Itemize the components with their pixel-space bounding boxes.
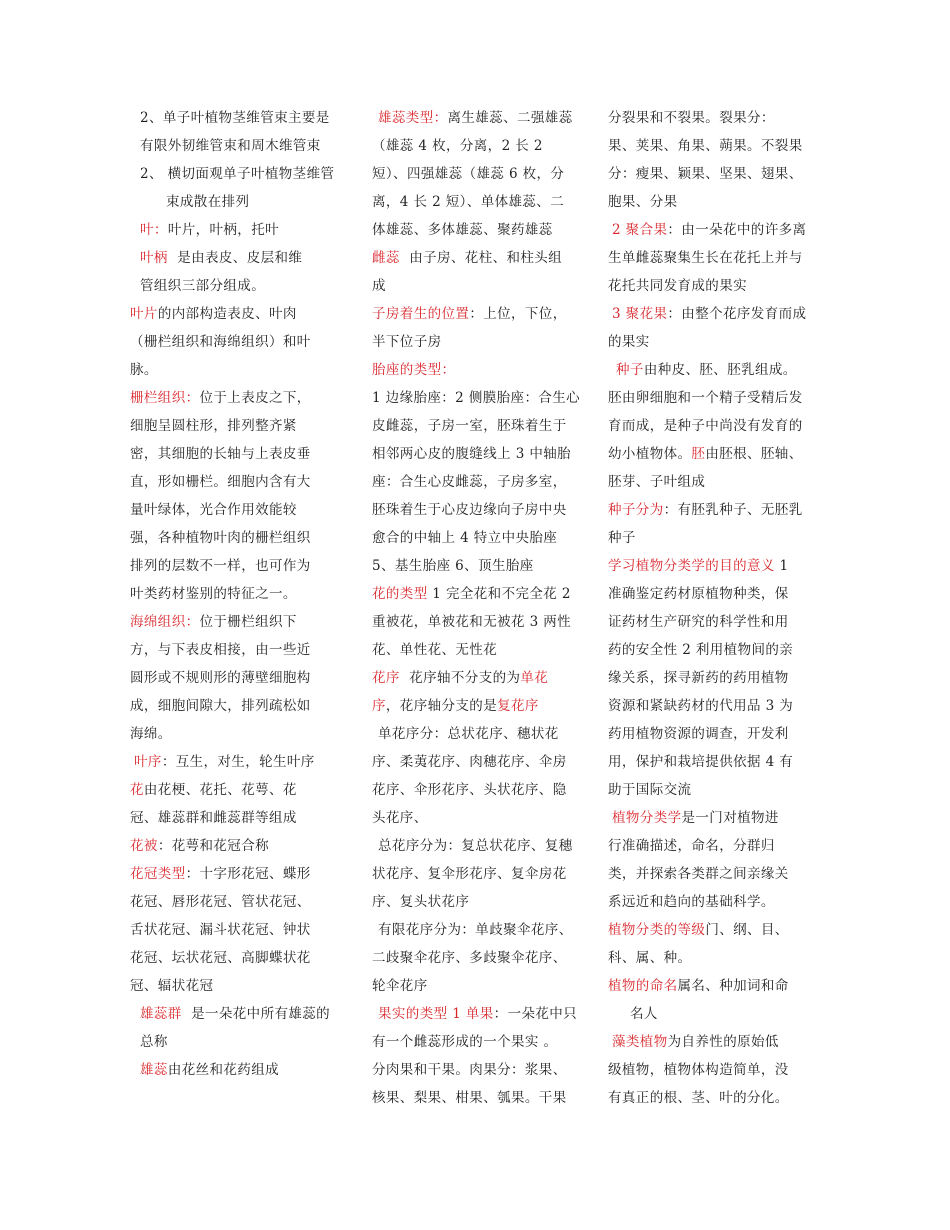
- text-line: 种子由种皮、胚、胚乳组成。: [616, 362, 797, 378]
- text-line: 有限花序分为：单歧聚伞花序、: [378, 922, 573, 938]
- text-line: 药用植物资源的调查，开发利: [608, 726, 789, 742]
- term: 子房着生的位置: [372, 306, 470, 322]
- text-line: 分：瘦果、颖果、坚果、翅果、: [608, 166, 803, 182]
- text-line: 舌状花冠、漏斗状花冠、钟状: [130, 922, 311, 938]
- text-line: 叶片的内部构造表皮、叶肉: [130, 306, 297, 322]
- text-line: 2、 横切面观单子叶植物茎维管: [140, 166, 335, 182]
- text-line: 植物的命名属名、种加词和命: [608, 978, 789, 994]
- text-line: 藻类植物为自养性的原始低: [612, 1034, 779, 1050]
- column-3: [608, 104, 820, 1112]
- text-line: 级植物，植物体构造简单，没: [608, 1062, 789, 1078]
- text-line: 脉。: [130, 362, 158, 378]
- text-line: 序、复头状花序: [372, 894, 470, 910]
- term: 藻类植物: [612, 1034, 668, 1050]
- text-line: 药的安全性 2 利用植物间的亲: [608, 642, 794, 658]
- text-line: 准确鉴定药材原植物种类，保: [608, 586, 789, 602]
- text-line: 序，花序轴分支的是复花序: [372, 698, 539, 714]
- term: 海绵组织：: [130, 614, 200, 630]
- text-line: 海绵组织：位于栅栏组织下: [130, 614, 297, 630]
- text-line: 胚芽、子叶组成: [608, 474, 706, 490]
- text-line: 序、柔荑花序、肉穗花序、伞房: [372, 754, 567, 770]
- text-line: 种子: [608, 530, 636, 546]
- term: 雌蕊: [372, 250, 400, 266]
- text-line: 核果、梨果、柑果、瓠果。干果: [372, 1090, 567, 1106]
- text-line: 种子分为：有胚乳种子、无胚乳: [608, 502, 803, 518]
- text-line: 圆形或不规则形的薄壁细胞构: [130, 670, 311, 686]
- text-line: 冠、辐状花冠: [130, 978, 214, 994]
- text-line: 资源和紧缺药材的代用品 3 为: [608, 698, 794, 714]
- term: 3 聚花果: [612, 306, 668, 322]
- text-line: 密，其细胞的长轴与上表皮垂: [130, 446, 311, 462]
- column-2: [372, 104, 604, 1112]
- text-line: 花由花梗、花托、花萼、花: [130, 782, 297, 798]
- text-line: 成: [372, 278, 386, 294]
- text-line: 花冠类型：十字形花冠、蝶形: [130, 866, 311, 882]
- text-line: 叶序：互生，对生，轮生叶序: [134, 754, 315, 770]
- text-line: 类，并探索各类群之间亲缘关: [608, 866, 789, 882]
- text-line: 花的类型 1 完全花和不完全花 2: [372, 586, 571, 602]
- text-line: 花被：花萼和花冠合称: [130, 838, 270, 854]
- text-line: 植物分类学是一门对植物进: [612, 810, 779, 826]
- text-line: 证药材生产研究的科学性和用: [608, 614, 789, 630]
- text-line: 海绵。: [130, 726, 172, 742]
- text-line: 体雄蕊、多体雄蕊、聚药雄蕊: [372, 222, 553, 238]
- text-line: 栅栏组织：位于上表皮之下，: [130, 390, 311, 406]
- text-line: 花序 花序轴不分支的为单花: [372, 670, 549, 686]
- text-line: 叶类药材鉴别的特征之一。: [130, 586, 297, 602]
- text-line: 叶：叶片，叶柄，托叶: [140, 222, 280, 238]
- text-line: 雄蕊群 是一朵花中所有雄蕊的: [140, 1006, 331, 1022]
- term: 花序: [372, 670, 400, 686]
- term: 2 聚合果: [612, 222, 668, 238]
- text-line: 状花序、复伞形花序、复伞房花: [372, 866, 567, 882]
- term: 植物分类的等级: [608, 922, 706, 938]
- text-line: 植物分类的等级门、纲、目、: [608, 922, 789, 938]
- text-line: 胞果、分果: [608, 194, 678, 210]
- term: 种子: [616, 362, 644, 378]
- text-line: 总花序分为：复总状花序、复穗: [378, 838, 573, 854]
- text-line: 雌蕊 由子房、花柱、和柱头组: [372, 250, 563, 266]
- text-line: 花、单性花、无性花: [372, 642, 498, 658]
- term: 叶片: [130, 306, 158, 322]
- term: 胚: [691, 446, 706, 462]
- text-line: 胚珠着生于心皮边缘向子房中央: [372, 502, 567, 518]
- text-line: 果、荚果、角果、蒴果。不裂果: [608, 138, 803, 154]
- text-line: 的果实: [608, 334, 650, 350]
- text-line: 1 边缘胎座：2 侧膜胎座：合生心: [372, 390, 581, 406]
- term: 单花: [520, 670, 549, 686]
- text-line: 直，形如栅栏。细胞内含有大: [130, 474, 311, 490]
- text-line: 3 聚花果：由整个花序发育而成: [612, 306, 807, 322]
- term: 叶柄: [140, 250, 168, 266]
- text-line: 皮雌蕊，子房一室，胚珠着生于: [372, 418, 567, 434]
- text-line: 离，4 长 2 短）、单体雄蕊、二: [372, 194, 565, 210]
- term: 果实的类型 1 单果: [378, 1006, 494, 1022]
- text-line: 细胞呈圆柱形，排列整齐紧: [130, 418, 297, 434]
- text-line: 育而成，是种子中尚没有发育的: [608, 418, 803, 434]
- term: 雄蕊群: [140, 1006, 182, 1022]
- text-line: 短）、四强雄蕊（雄蕊 6 枚，分: [372, 166, 565, 182]
- text-line: 量叶绿体，光合作用效能较: [130, 502, 297, 518]
- text-line: 子房着生的位置：上位，下位，: [372, 306, 567, 322]
- text-line: 强，各种植物叶肉的栅栏组织: [130, 530, 311, 546]
- term: 雄蕊类型：: [378, 110, 448, 126]
- text-line: 座：合生心皮雌蕊，子房多室，: [372, 474, 567, 490]
- text-line: 束成散在排列: [166, 194, 250, 210]
- text-line: 管组织三部分组成。: [140, 278, 266, 294]
- text-line: 系远近和趋向的基础科学。: [608, 894, 775, 910]
- text-line: 半下位子房: [372, 334, 442, 350]
- term: 复花序: [497, 698, 539, 714]
- term: 胎座的类型: [372, 362, 442, 378]
- text-line: 头花序、: [372, 810, 428, 826]
- text-line: 愈合的中轴上 4 特立中央胎座: [372, 530, 558, 546]
- term: 花被: [130, 838, 158, 854]
- text-line: 雄蕊由花丝和花药组成: [140, 1062, 280, 1078]
- text-line: 用，保护和栽培提供依据 4 有: [608, 754, 794, 770]
- text-line: 生单雌蕊聚集生长在花托上并与: [608, 250, 803, 266]
- text-line: 轮伞花序: [372, 978, 428, 994]
- text-line: 学习植物分类学的目的意义 1: [608, 558, 789, 574]
- text-line: 相邻两心皮的腹缝线上 3 中轴胎: [372, 446, 572, 462]
- text-line: 雄蕊类型：离生雄蕊、二强雄蕊: [378, 110, 573, 126]
- text-line: 2 聚合果：由一朵花中的许多离: [612, 222, 807, 238]
- text-line: 二歧聚伞花序、多歧聚伞花序、: [372, 950, 567, 966]
- text-line: 有一个雌蕊形成的一个果实 。: [372, 1034, 558, 1050]
- text-line: 单花序分：总状花序、穗状花: [378, 726, 559, 742]
- text-line: 胚由卵细胞和一个精子受精后发: [608, 390, 803, 406]
- term: 序: [372, 698, 386, 714]
- term: 植物分类学: [612, 810, 682, 826]
- column-1: [130, 104, 358, 1084]
- text-line: 幼小植物体。胚由胚根、胚轴、: [608, 446, 803, 462]
- term: 植物的命名: [608, 978, 678, 994]
- text-line: 有限外韧维管束和周木维管束: [140, 138, 321, 154]
- text-line: 5、基生胎座 6、顶生胎座: [372, 558, 534, 574]
- text-line: 分肉果和干果。肉果分：浆果、: [372, 1062, 567, 1078]
- text-line: 花托共同发育成的果实: [608, 278, 747, 294]
- text-line: 助于国际交流: [608, 782, 692, 798]
- text-line: 总称: [140, 1034, 168, 1050]
- text-line: （栅栏组织和海绵组织）和叶: [130, 334, 311, 350]
- term: 花冠类型: [130, 866, 186, 882]
- text-line: 缘关系，探寻新药的药用植物: [608, 670, 789, 686]
- text-line: 花冠、唇形花冠、管状花冠、: [130, 894, 311, 910]
- text-line: 科、属、种。: [608, 950, 692, 966]
- text-line: 胎座的类型：: [372, 362, 456, 378]
- text-line: 花冠、坛状花冠、高脚蝶状花: [130, 950, 311, 966]
- text-line: 方，与下表皮相接，由一些近: [130, 642, 311, 658]
- text-line: 重被花，单被花和无被花 3 两性: [372, 614, 572, 630]
- term: 栅栏组织：: [130, 390, 200, 406]
- text-line: 名人: [630, 1006, 658, 1022]
- text-line: 分裂果和不裂果。裂果分：: [608, 110, 775, 126]
- text-line: 行准确描述，命名，分群归: [608, 838, 775, 854]
- term: 花的类型: [372, 586, 428, 602]
- text-line: 花序、伞形花序、头状花序、隐: [372, 782, 567, 798]
- term: 学习植物分类学的目的意义: [608, 558, 775, 574]
- term: 叶序: [134, 754, 162, 770]
- term: 种子分为: [608, 502, 664, 518]
- text-line: 排列的层数不一样，也可作为: [130, 558, 311, 574]
- term: 花: [130, 782, 144, 798]
- term: 雄蕊: [140, 1062, 168, 1078]
- text-line: （雄蕊 4 枚，分离，2 长 2: [372, 138, 543, 154]
- text-line: 冠、雄蕊群和雌蕊群等组成: [130, 810, 297, 826]
- text-line: 果实的类型 1 单果：一朵花中只: [378, 1006, 578, 1022]
- text-line: 叶柄 是由表皮、皮层和维: [140, 250, 303, 266]
- text-line: 2、单子叶植物茎维管束主要是: [140, 110, 330, 126]
- term: 叶：: [140, 222, 168, 238]
- text-line: 有真正的根、茎、叶的分化。: [608, 1090, 789, 1106]
- text-line: 成，细胞间隙大，排列疏松如: [130, 698, 311, 714]
